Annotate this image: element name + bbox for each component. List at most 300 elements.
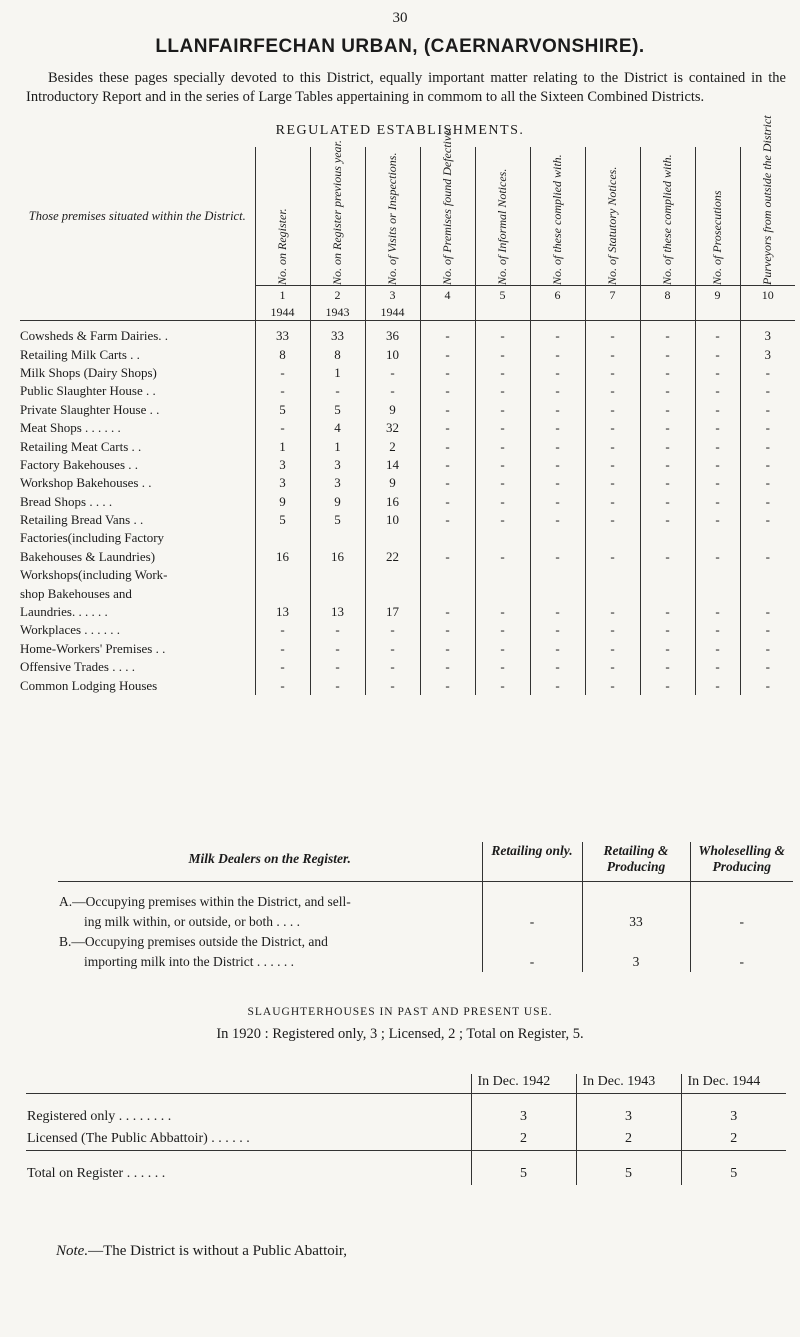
column-header: No. of these complied with. bbox=[530, 147, 585, 286]
table-cell bbox=[690, 932, 793, 952]
column-header: No. of these complied with. bbox=[640, 147, 695, 286]
column-header: Wholeselling & Producing bbox=[690, 842, 793, 882]
table-cell bbox=[695, 566, 740, 584]
table-cell: - bbox=[420, 456, 475, 474]
slaughterhouses-table bbox=[26, 1074, 786, 1185]
table-cell: - bbox=[695, 419, 740, 437]
table-cell: - bbox=[475, 345, 530, 363]
table-cell: 3 bbox=[471, 1106, 576, 1128]
table-cell bbox=[475, 584, 530, 602]
table-cell: - bbox=[365, 676, 420, 694]
table-row bbox=[20, 658, 795, 676]
table-cell: - bbox=[420, 640, 475, 658]
table-cell: - bbox=[585, 321, 640, 346]
table-cell: - bbox=[585, 345, 640, 363]
table-cell: - bbox=[475, 456, 530, 474]
table-cell bbox=[310, 529, 365, 547]
table-cell: - bbox=[640, 321, 695, 346]
table-cell bbox=[640, 566, 695, 584]
table-cell: 1 bbox=[255, 437, 310, 455]
table-cell: 33 bbox=[310, 321, 365, 346]
table-cell: - bbox=[420, 676, 475, 694]
table-cell: - bbox=[695, 382, 740, 400]
table-cell: - bbox=[420, 621, 475, 639]
table-cell: - bbox=[420, 345, 475, 363]
table-row bbox=[20, 676, 795, 694]
table-cell: 9 bbox=[255, 493, 310, 511]
table-cell: - bbox=[640, 676, 695, 694]
table-cell: - bbox=[640, 603, 695, 621]
row-label: Retailing Meat Carts . . bbox=[20, 438, 142, 454]
table-cell: - bbox=[530, 437, 585, 455]
table-cell: - bbox=[420, 474, 475, 492]
table-cell: - bbox=[310, 658, 365, 676]
table-row bbox=[20, 474, 795, 492]
table-cell: - bbox=[740, 640, 795, 658]
table-cell: 3 bbox=[740, 345, 795, 363]
table-cell: 13 bbox=[255, 603, 310, 621]
table-cell: 8 bbox=[310, 345, 365, 363]
table-cell: - bbox=[695, 621, 740, 639]
table-cell: - bbox=[585, 676, 640, 694]
column-year bbox=[740, 304, 795, 321]
table-cell: - bbox=[695, 321, 740, 346]
table-cell: - bbox=[255, 640, 310, 658]
table-row bbox=[20, 437, 795, 455]
table-cell: - bbox=[482, 912, 582, 932]
column-year bbox=[640, 304, 695, 321]
table-row bbox=[20, 529, 795, 547]
table-cell: 5 bbox=[471, 1163, 576, 1185]
table-cell: - bbox=[530, 548, 585, 566]
table-row bbox=[58, 892, 793, 912]
table-cell: - bbox=[530, 658, 585, 676]
table-cell bbox=[365, 529, 420, 547]
table-cell: - bbox=[695, 676, 740, 694]
table-cell: 5 bbox=[310, 401, 365, 419]
table-cell: - bbox=[255, 419, 310, 437]
table-cell: 5 bbox=[576, 1163, 681, 1185]
table-cell: 10 bbox=[365, 511, 420, 529]
table-cell: - bbox=[530, 640, 585, 658]
table-cell: 16 bbox=[310, 548, 365, 566]
row-label: B.—Occupying premises outside the District, and bbox=[59, 934, 328, 949]
table-cell: - bbox=[640, 658, 695, 676]
regulated-heading: REGULATED ESTABLISHMENTS. bbox=[275, 123, 525, 138]
table-row bbox=[26, 1128, 786, 1151]
table-cell: - bbox=[530, 511, 585, 529]
row-label: Total on Register . . . . . . bbox=[27, 1166, 166, 1181]
table-cell: - bbox=[740, 456, 795, 474]
table-cell: - bbox=[640, 437, 695, 455]
table-cell: - bbox=[695, 401, 740, 419]
table-cell: - bbox=[740, 437, 795, 455]
table-cell: 16 bbox=[255, 548, 310, 566]
table-cell: 17 bbox=[365, 603, 420, 621]
table-cell bbox=[695, 529, 740, 547]
table-row bbox=[20, 401, 795, 419]
row-label: Bakehouses & Laundries) bbox=[20, 548, 156, 564]
table-cell: 5 bbox=[681, 1163, 786, 1185]
table-row bbox=[20, 584, 795, 602]
table-cell: - bbox=[740, 548, 795, 566]
table-cell: 2 bbox=[681, 1128, 786, 1151]
table-row bbox=[58, 952, 793, 972]
column-number: 8 bbox=[640, 286, 695, 305]
table-cell: - bbox=[420, 321, 475, 346]
table-row bbox=[20, 603, 795, 621]
column-year: 1944 bbox=[365, 304, 420, 321]
table-cell: - bbox=[530, 382, 585, 400]
table-cell: - bbox=[475, 419, 530, 437]
table-cell: - bbox=[310, 676, 365, 694]
table-cell: 22 bbox=[365, 548, 420, 566]
table-cell: - bbox=[740, 419, 795, 437]
table-cell: - bbox=[530, 321, 585, 346]
row-label: Workshop Bakehouses . . bbox=[20, 475, 152, 491]
table-cell: 3 bbox=[255, 456, 310, 474]
column-year bbox=[420, 304, 475, 321]
table-row bbox=[20, 493, 795, 511]
table-cell bbox=[475, 529, 530, 547]
table-cell: - bbox=[690, 912, 793, 932]
table-cell bbox=[365, 566, 420, 584]
table-cell: - bbox=[530, 676, 585, 694]
table-cell: - bbox=[255, 658, 310, 676]
table-cell: - bbox=[690, 952, 793, 972]
row-label: Laundries. . . . . . bbox=[20, 604, 108, 620]
table-cell: - bbox=[695, 474, 740, 492]
table-cell bbox=[640, 529, 695, 547]
table-cell: - bbox=[585, 511, 640, 529]
row-label: Workplaces . . . . . . bbox=[20, 622, 121, 638]
table-cell: 13 bbox=[310, 603, 365, 621]
table-cell: 10 bbox=[365, 345, 420, 363]
table-cell: - bbox=[365, 364, 420, 382]
table-cell: - bbox=[585, 437, 640, 455]
row-label: Private Slaughter House . . bbox=[20, 401, 160, 417]
table-cell: - bbox=[585, 419, 640, 437]
table-cell bbox=[255, 566, 310, 584]
table-cell: - bbox=[695, 548, 740, 566]
table-row bbox=[20, 364, 795, 382]
table-cell: 3 bbox=[582, 952, 690, 972]
table-cell: - bbox=[695, 603, 740, 621]
column-header: Retailing only. bbox=[482, 842, 582, 882]
table-row-total bbox=[26, 1163, 786, 1185]
table-cell bbox=[530, 584, 585, 602]
table-cell: - bbox=[255, 676, 310, 694]
table-cell bbox=[640, 584, 695, 602]
table-cell: - bbox=[695, 345, 740, 363]
column-number: 7 bbox=[585, 286, 640, 305]
table-cell: - bbox=[420, 658, 475, 676]
header-row bbox=[58, 842, 793, 882]
column-year bbox=[475, 304, 530, 321]
table-cell: - bbox=[310, 640, 365, 658]
table-cell: - bbox=[640, 474, 695, 492]
column-header: No. on Register. bbox=[255, 147, 310, 286]
column-number-row bbox=[20, 286, 795, 305]
table-cell: 3 bbox=[740, 321, 795, 346]
column-year bbox=[695, 304, 740, 321]
table-cell: - bbox=[640, 345, 695, 363]
table-cell bbox=[475, 566, 530, 584]
table-row bbox=[20, 640, 795, 658]
table-row bbox=[58, 932, 793, 952]
column-number: 10 bbox=[740, 286, 795, 305]
footnote-prefix: Note. bbox=[56, 1243, 89, 1259]
column-number: 5 bbox=[475, 286, 530, 305]
slaughterhouses-1920-note: In 1920 : Registered only, 3 ; Licensed, 2 ; Total on Register, 5. bbox=[216, 1026, 584, 1042]
table-cell: - bbox=[530, 401, 585, 419]
row-label: importing milk into the District . . . . . . bbox=[84, 954, 294, 969]
table-cell: - bbox=[420, 493, 475, 511]
column-year-row bbox=[20, 304, 795, 321]
footnote bbox=[56, 1243, 347, 1260]
row-label: Milk Shops (Dairy Shops) bbox=[20, 364, 157, 380]
row-label: Common Lodging Houses bbox=[20, 677, 158, 693]
column-header: No. on Register previous year. bbox=[310, 147, 365, 286]
row-label: Factories(including Factory bbox=[20, 530, 165, 546]
table-cell: 16 bbox=[365, 493, 420, 511]
column-header: Retailing & Producing bbox=[582, 842, 690, 882]
row-label: shop Bakehouses and bbox=[20, 585, 132, 601]
table-cell: 3 bbox=[255, 474, 310, 492]
header-row bbox=[20, 147, 795, 286]
row-label: ing milk within, or outside, or both . . . . bbox=[84, 914, 300, 929]
table-row bbox=[20, 345, 795, 363]
table-cell: - bbox=[585, 548, 640, 566]
table-row bbox=[58, 912, 793, 932]
table-cell: - bbox=[640, 419, 695, 437]
table-cell: - bbox=[420, 548, 475, 566]
column-header: No. of Informal Notices. bbox=[475, 147, 530, 286]
table-cell bbox=[740, 529, 795, 547]
table-cell: - bbox=[530, 493, 585, 511]
table-cell: - bbox=[420, 401, 475, 419]
table-cell bbox=[690, 892, 793, 912]
table-cell: - bbox=[420, 511, 475, 529]
table-cell: - bbox=[420, 437, 475, 455]
table-cell: - bbox=[695, 493, 740, 511]
table-cell: - bbox=[740, 474, 795, 492]
column-header: No. of Statutory Notices. bbox=[585, 147, 640, 286]
column-year: 1943 bbox=[310, 304, 365, 321]
table-cell: - bbox=[530, 474, 585, 492]
table-cell: - bbox=[255, 621, 310, 639]
table-cell: - bbox=[475, 382, 530, 400]
table-cell: - bbox=[530, 603, 585, 621]
table-cell: - bbox=[640, 511, 695, 529]
table-cell: - bbox=[420, 603, 475, 621]
row-label: Retailing Bread Vans . . bbox=[20, 512, 144, 528]
table-cell: - bbox=[475, 401, 530, 419]
table-cell bbox=[585, 566, 640, 584]
table-cell: 9 bbox=[365, 474, 420, 492]
table-row bbox=[20, 419, 795, 437]
table-cell: - bbox=[740, 493, 795, 511]
table-cell: - bbox=[640, 493, 695, 511]
table-cell: - bbox=[475, 321, 530, 346]
column-year: 1944 bbox=[255, 304, 310, 321]
table-cell: - bbox=[740, 382, 795, 400]
table-cell: 5 bbox=[255, 401, 310, 419]
table-cell: - bbox=[530, 345, 585, 363]
premises-header: Those premises situated within the District. bbox=[28, 208, 246, 223]
column-header: Purveyors from outside the District bbox=[740, 147, 795, 286]
table-cell: - bbox=[585, 603, 640, 621]
table-cell: - bbox=[365, 621, 420, 639]
table-cell: - bbox=[585, 364, 640, 382]
column-header: In Dec. 1943 bbox=[576, 1074, 681, 1094]
row-label: Cowsheds & Farm Dairies. . bbox=[20, 328, 169, 344]
table-cell: 4 bbox=[310, 419, 365, 437]
table-cell: - bbox=[640, 640, 695, 658]
table-cell: - bbox=[695, 364, 740, 382]
table-cell: - bbox=[640, 364, 695, 382]
table-cell: - bbox=[475, 676, 530, 694]
column-year bbox=[530, 304, 585, 321]
table-cell: 2 bbox=[365, 437, 420, 455]
table-cell: - bbox=[740, 603, 795, 621]
table-cell: - bbox=[530, 419, 585, 437]
row-label: Registered only . . . . . . . . bbox=[27, 1109, 172, 1124]
table-cell bbox=[255, 529, 310, 547]
column-number: 1 bbox=[255, 286, 310, 305]
table-cell: - bbox=[585, 621, 640, 639]
milk-dealers-title: Milk Dealers on the Register. bbox=[188, 851, 351, 866]
table-cell bbox=[420, 566, 475, 584]
table-cell bbox=[740, 566, 795, 584]
table-cell: - bbox=[585, 474, 640, 492]
table-cell: 33 bbox=[255, 321, 310, 346]
row-label: Public Slaughter House . . bbox=[20, 383, 156, 399]
table-cell: - bbox=[365, 658, 420, 676]
table-row bbox=[20, 382, 795, 400]
column-header: No. of Prosecutions bbox=[695, 147, 740, 286]
table-cell: - bbox=[740, 511, 795, 529]
table-cell: 9 bbox=[310, 493, 365, 511]
table-cell: - bbox=[310, 382, 365, 400]
row-label: Home-Workers' Premises . . bbox=[20, 640, 166, 656]
footnote-text: —The District is without a Public Abattoir, bbox=[88, 1243, 348, 1259]
table-cell: - bbox=[695, 437, 740, 455]
table-cell: - bbox=[482, 952, 582, 972]
table-cell: 32 bbox=[365, 419, 420, 437]
table-row bbox=[20, 511, 795, 529]
table-cell: 2 bbox=[471, 1128, 576, 1151]
table-cell: - bbox=[585, 401, 640, 419]
column-number: 9 bbox=[695, 286, 740, 305]
page-title: LLANFAIRFECHAN URBAN, (CAERNARVONSHIRE). bbox=[155, 36, 645, 57]
table-cell: 5 bbox=[310, 511, 365, 529]
column-header: No. of Premises found Defective. bbox=[420, 147, 475, 286]
table-cell bbox=[365, 584, 420, 602]
table-cell: - bbox=[475, 621, 530, 639]
column-number: 2 bbox=[310, 286, 365, 305]
row-label: Retailing Milk Carts . . bbox=[20, 346, 140, 362]
table-cell: - bbox=[695, 456, 740, 474]
table-cell bbox=[530, 566, 585, 584]
table-cell: - bbox=[475, 640, 530, 658]
table-cell bbox=[582, 932, 690, 952]
column-year bbox=[585, 304, 640, 321]
table-cell: - bbox=[695, 511, 740, 529]
table-cell bbox=[585, 529, 640, 547]
table-row bbox=[26, 1106, 786, 1128]
row-label: Licensed (The Public Abbattoir) . . . . . . bbox=[27, 1131, 250, 1146]
table-cell: 1 bbox=[310, 437, 365, 455]
table-cell bbox=[420, 529, 475, 547]
table-cell: - bbox=[475, 548, 530, 566]
table-cell: - bbox=[585, 493, 640, 511]
table-cell bbox=[482, 932, 582, 952]
table-cell: - bbox=[255, 364, 310, 382]
table-cell: 3 bbox=[310, 474, 365, 492]
table-cell: 1 bbox=[310, 364, 365, 382]
table-cell: - bbox=[475, 364, 530, 382]
row-label: Meat Shops . . . . . . bbox=[20, 420, 121, 436]
table-cell bbox=[482, 892, 582, 912]
column-header: In Dec. 1944 bbox=[681, 1074, 786, 1094]
table-cell: - bbox=[740, 621, 795, 639]
row-label: A.—Occupying premises within the District, and sell- bbox=[59, 894, 351, 909]
column-header: No. of Visits or Inspections. bbox=[365, 147, 420, 286]
table-cell: - bbox=[310, 621, 365, 639]
table-cell: - bbox=[640, 548, 695, 566]
table-cell: - bbox=[640, 621, 695, 639]
table-cell: - bbox=[420, 419, 475, 437]
table-cell: 2 bbox=[576, 1128, 681, 1151]
table-cell: - bbox=[475, 511, 530, 529]
table-row bbox=[20, 456, 795, 474]
table-cell bbox=[420, 584, 475, 602]
table-cell: - bbox=[695, 658, 740, 676]
table-cell: - bbox=[740, 676, 795, 694]
table-cell: - bbox=[420, 382, 475, 400]
table-cell: - bbox=[475, 437, 530, 455]
table-cell bbox=[582, 892, 690, 912]
table-cell: - bbox=[420, 364, 475, 382]
table-cell: - bbox=[585, 456, 640, 474]
table-cell: - bbox=[585, 640, 640, 658]
table-cell: 3 bbox=[681, 1106, 786, 1128]
table-cell: 9 bbox=[365, 401, 420, 419]
table-row bbox=[20, 321, 795, 346]
table-row bbox=[20, 548, 795, 566]
table-cell: - bbox=[530, 621, 585, 639]
header-row bbox=[26, 1074, 786, 1094]
row-label: Factory Bakehouses . . bbox=[20, 456, 139, 472]
table-cell bbox=[530, 529, 585, 547]
table-cell: - bbox=[530, 364, 585, 382]
column-number: 3 bbox=[365, 286, 420, 305]
row-label: Workshops(including Work- bbox=[20, 567, 168, 583]
column-number: 4 bbox=[420, 286, 475, 305]
table-cell bbox=[695, 584, 740, 602]
table-cell: 36 bbox=[365, 321, 420, 346]
table-cell bbox=[310, 566, 365, 584]
table-cell: - bbox=[740, 401, 795, 419]
table-cell: - bbox=[475, 658, 530, 676]
table-cell: - bbox=[365, 382, 420, 400]
table-cell: - bbox=[695, 640, 740, 658]
table-cell: - bbox=[585, 382, 640, 400]
table-cell bbox=[310, 584, 365, 602]
slaughterhouses-heading: SLAUGHTERHOUSES IN PAST AND PRESENT USE. bbox=[247, 1006, 553, 1018]
table-cell bbox=[585, 584, 640, 602]
